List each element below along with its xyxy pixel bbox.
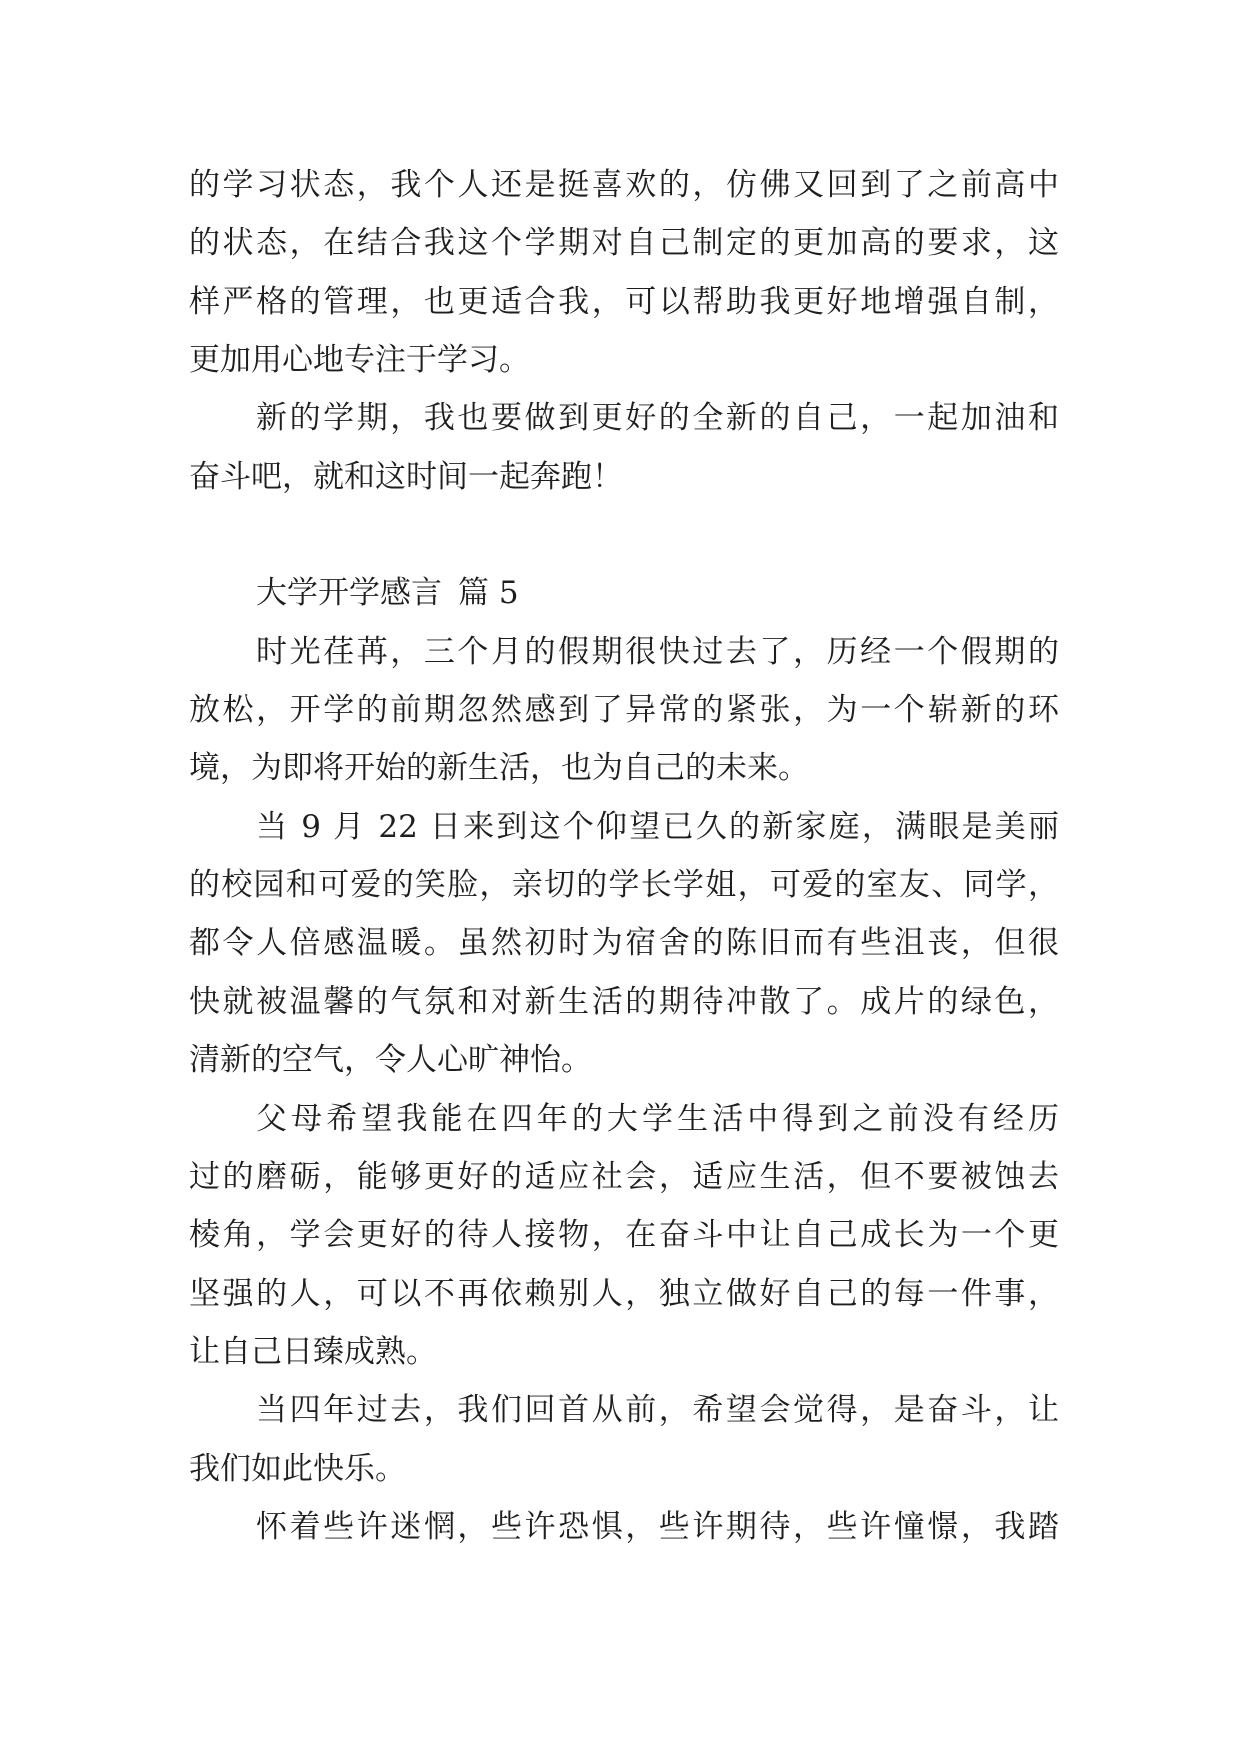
text-line: 棱角，学会更好的待人接物，在奋斗中让自己成长为一个更 — [189, 1217, 1059, 1254]
paragraph — [189, 1090, 1059, 1382]
text-line: 快就被温馨的气氛和对新生活的期待冲散了。成片的绿色， — [189, 983, 1059, 1020]
text-line: 新的学期，我也要做到更好的全新的自己，一起加油和 — [256, 400, 1059, 437]
document-body — [189, 156, 1059, 1556]
text-line: 都令人倍感温暖。虽然初时为宿舍的陈旧而有些沮丧，但很 — [189, 925, 1059, 962]
text-line: 放松，开学的前期忽然感到了异常的紧张，为一个崭新的环 — [189, 692, 1059, 729]
section-heading-title: 大学开学感言 — [256, 575, 442, 612]
text-line: 清新的空气，令人心旷神怡。 — [189, 1042, 592, 1079]
text-line: 坚强的人，可以不再依赖别人，独立做好自己的每一件事， — [189, 1275, 1059, 1312]
text-line: 父母希望我能在四年的大学生活中得到之前没有经历 — [256, 1100, 1059, 1137]
paragraph — [189, 1381, 1059, 1498]
text-line: 当四年过去，我们回首从前，希望会觉得，是奋斗，让 — [256, 1392, 1059, 1429]
paragraph — [189, 1498, 1059, 1556]
text-line: 时光荏苒，三个月的假期很快过去了，历经一个假期的 — [256, 633, 1059, 670]
paragraph — [189, 623, 1059, 798]
text-line: 样严格的管理，也更适合我，可以帮助我更好地增强自制， — [189, 283, 1059, 320]
text-line: 更加用心地专注于学习。 — [189, 342, 530, 379]
paragraph — [189, 156, 1059, 389]
blank-line — [189, 506, 1059, 564]
text-line: 境，为即将开始的新生活，也为自己的未来。 — [189, 750, 809, 787]
text-line: 我们如此快乐。 — [189, 1450, 406, 1487]
text-line: 的状态，在结合我这个学期对自己制定的更加高的要求，这 — [189, 225, 1059, 262]
text-line: 过的磨砺，能够更好的适应社会，适应生活，但不要被蚀去 — [189, 1158, 1059, 1195]
text-line: 奋斗吧，就和这时间一起奔跑！ — [189, 458, 623, 495]
text-line: 当 9 月 22 日来到这个仰望已久的新家庭，满眼是美丽 — [256, 808, 1059, 845]
text-line: 的学习状态，我个人还是挺喜欢的，仿佛又回到了之前高中 — [189, 167, 1059, 203]
text-line: 让自己日臻成熟。 — [189, 1333, 437, 1370]
section-heading-number: 篇 5 — [458, 575, 519, 612]
paragraph — [189, 798, 1059, 1090]
text-line: 的校园和可爱的笑脸，亲切的学长学姐，可爱的室友、同学， — [189, 867, 1059, 904]
text-line: 怀着些许迷惘，些许恐惧，些许期待，些许憧憬，我踏 — [256, 1508, 1059, 1545]
paragraph — [189, 389, 1059, 506]
section-heading — [189, 564, 1059, 622]
